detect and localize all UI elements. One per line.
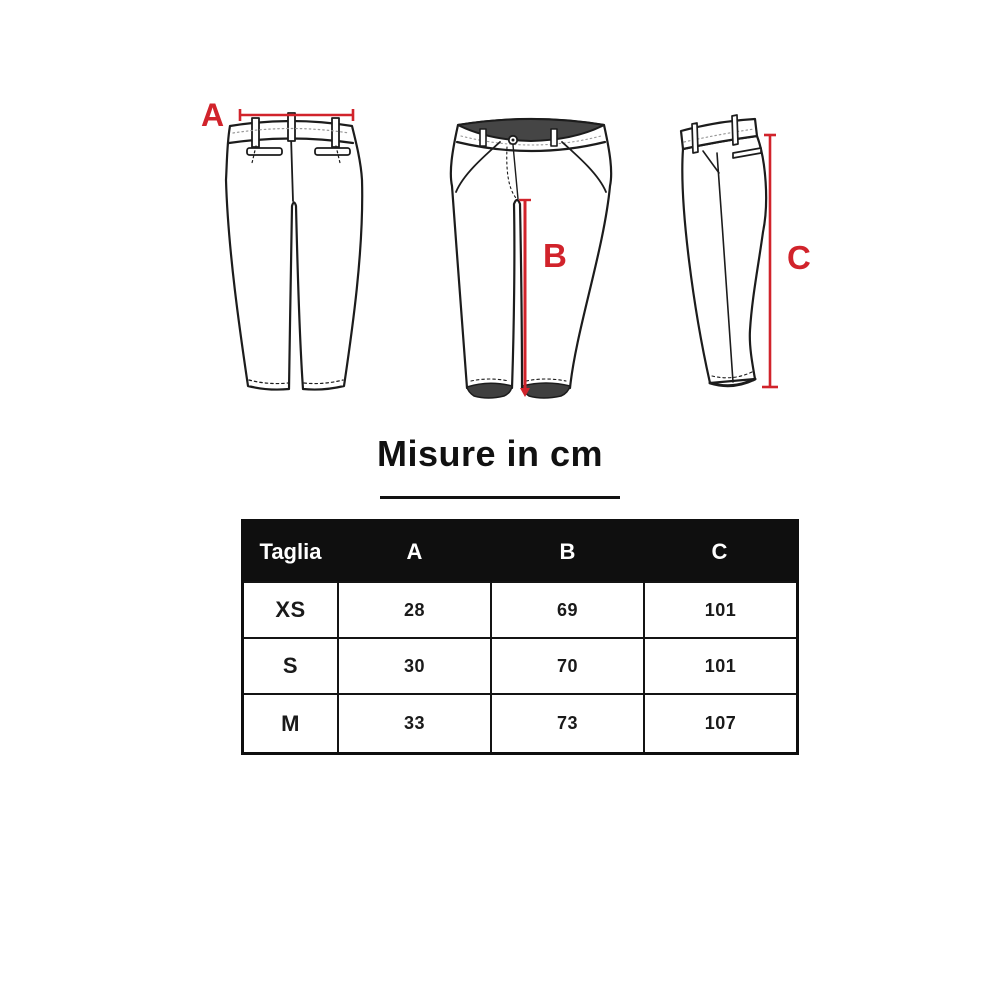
measurement-label-b: B — [543, 237, 568, 274]
page-title: Misure in cm — [376, 433, 604, 474]
table-row-s-c: 101 — [645, 639, 796, 695]
pants-back-view — [195, 95, 380, 405]
pants-front-view — [448, 95, 618, 410]
measurement-label-a: A — [201, 97, 225, 133]
back-pocket-left — [247, 148, 282, 155]
table-row-m-b: 73 — [492, 695, 645, 752]
hem-opening-right — [522, 383, 570, 398]
title-underline — [380, 496, 620, 499]
back-pocket-right — [315, 148, 350, 155]
pants-side-outline — [681, 115, 766, 386]
table-header-taglia: Taglia — [244, 522, 339, 583]
table-header-b: B — [492, 522, 645, 583]
table-header-a: A — [339, 522, 492, 583]
table-row-m-c: 107 — [704, 713, 737, 733]
table-row-m-size: M — [244, 695, 339, 752]
table-row-m-a: 33 — [339, 695, 492, 752]
pants-back-outline — [226, 113, 362, 390]
table-row-xs-b: 69 — [492, 583, 645, 639]
hem-opening-left — [467, 383, 512, 398]
size-table — [241, 519, 799, 755]
table-row-s-a: 30 — [339, 639, 492, 695]
table-row-xs-a: 28 — [339, 583, 492, 639]
table-row-s-size: S — [244, 639, 339, 695]
pants-front-outline — [451, 119, 611, 398]
table-row-xs-size: XS — [244, 583, 339, 639]
table-header-c: C — [645, 522, 796, 583]
table-row-s-b: 70 — [492, 639, 645, 695]
table-row-xs-c: 101 — [645, 583, 796, 639]
measurement-label-c: C — [787, 239, 812, 276]
